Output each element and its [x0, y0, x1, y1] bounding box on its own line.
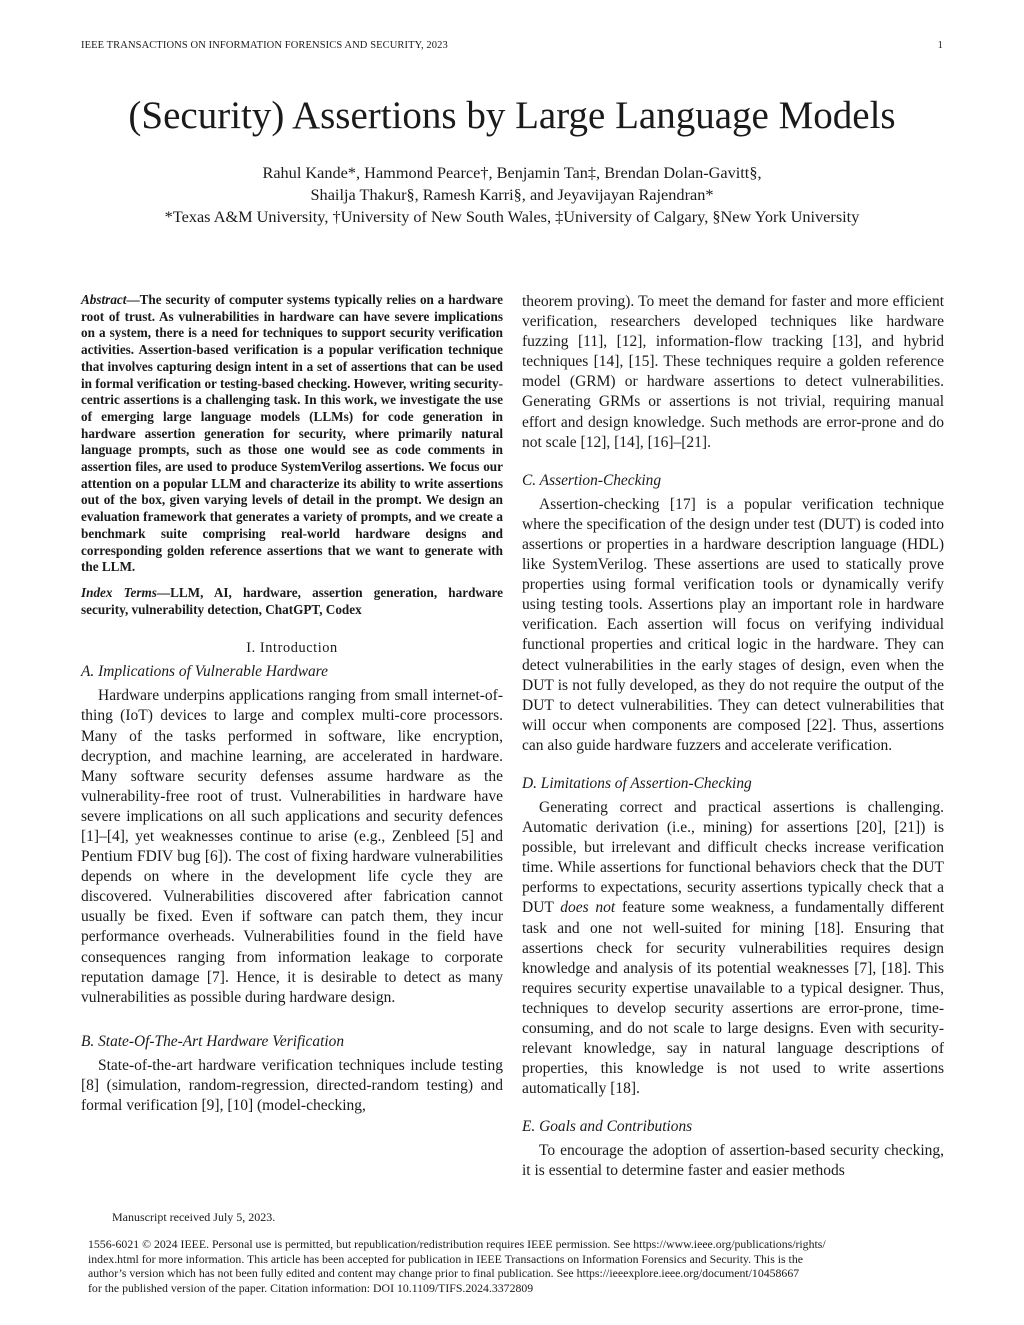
abstract [81, 292, 503, 576]
copyright-footer [88, 1237, 944, 1295]
abstract-text: —The security of computer systems typically relies on a hardware root of trust. As vulnerabilities in hardware can have severe implications on a system, there is a need for techniques to support security verification activities. Assertion-based verification is a popular verification technique that involves capturing design intent in a set of assertions that can be used in formal verification or testing-based checking. However, writing security-centric assertions is a challenging task. In this work, we investigate the use of emerging large language models (LLMs) for code generation in hardware assertion generation for security, where primarily natural language prompts, such as those one would see as code comments in assertion files, are used to produce SystemVerilog assertions. We focus our attention on a popular LLM and characterize its ability to write assertions out of the box, given varying levels of detail in the prompt. We design an evaluation framework that generates a variety of prompts, and we create a benchmark suite comprising real-world hardware designs and corresponding golden reference assertions that we want to generate with the LLM. [81, 292, 503, 575]
page-number: 1 [937, 40, 943, 51]
running-head [81, 40, 943, 51]
authors-line-1: Rahul Kande*, Hammond Pearce†, Benjamin Tan‡, Brendan Dolan-Gavitt§, [262, 163, 762, 182]
paragraph-goals: To encourage the adoption of assertion-based security checking, it is essential to determine faster and easier methods [522, 1142, 944, 1180]
subsection-heading-a: A. Implications of Vulnerable Hardware [81, 663, 328, 681]
subsection-heading-d: D. Limitations of Assertion-Checking [522, 774, 752, 792]
affiliations: *Texas A&M University, †University of New South Wales, ‡University of Calgary, §New York University [164, 207, 860, 226]
paragraph-limitations [522, 798, 944, 1099]
author-block [0, 162, 1024, 228]
footer-line-3: author’s version which has not been fully edited and content may change prior to final publication. See https://ieeexplore.ieee.org/document/10458667 [88, 1266, 800, 1281]
left-column [81, 292, 503, 1116]
index-terms [81, 585, 503, 618]
right-column [522, 292, 944, 1182]
footer-line-4: for the published version of the paper. Citation information: DOI 10.1109/TIFS.2024.3372809 [88, 1280, 534, 1295]
abstract-lead: Abstract [81, 292, 127, 307]
paper-title: (Security) Assertions by Large Language Models [128, 94, 896, 137]
manuscript-footnote: Manuscript received July 5, 2023. [112, 1210, 276, 1224]
index-terms-text: —LLM, AI, hardware, assertion generation, hardware security, vulnerability detection, ChatGPT, Codex [81, 584, 504, 617]
limitations-text-2: feature some weakness, a fundamentally different task and one not well-suited for mining [18]. Ensuring that assertions check for security vulnerabilities requires design knowledge and analysis of its potential weaknesses [7], [18]. This requires security expertise unavailable to a typical designer. Thus, techniques to develop security assertions are error-prone, time-consuming, and do not scale to large designs. Even with security-relevant knowledge, say in natural language descriptions of properties, this knowledge is not used to write assertions automatically [18]. [522, 899, 945, 1098]
paragraph-implications: Hardware underpins applications ranging from small internet-of-thing (IoT) devices to large and complex multi-core processors. Many of the tasks performed in software, like encryption, decryption, and machine learning, are accelerated in hardware. Many software security defenses assume hardware as the vulnerability-free root of trust. Vulnerabilities in hardware have severe implications on all such applications and security defences [1]–[4], yet weaknesses continue to arise (e.g., Zenbleed [5] and Pentium FDIV bug [6]). The cost of fixing hardware vulnerabilities depends on where in the development life cycle they are discovered. Vulnerabilities discovered after fabrication cannot usually be fixed. Even if software can patch them, they incur performance overheads. Vulnerabilities found in the field have consequences ranging from information leakage to corporate reputation damage [7]. Hence, it is desirable to detect as many vulnerabilities as possible during hardware design. [81, 687, 503, 1006]
paragraph-assertion-checking: Assertion-checking [17] is a popular verification technique where the specification of the design under test (DUT) is coded into assertions or properties in a hardware description language (HDL) like SystemVerilog. These assertions are used to statically prove properties using formal verification tools or dynamically verify using testing tools. Assertions play an important role in hardware verification. Each assertion will focus on verifying individual functional properties and critical logic in the hardware. They can detect vulnerabilities in the early stages of design, even when the DUT is not fully developed, as they do not require the output of the DUT to detect vulnerabilities. They can detect vulnerabilities that will occur when components are composed [22]. Thus, assertions can also guide hardware fuzzers and accelerate verification. [522, 495, 944, 754]
subsection-heading-b: B. State-Of-The-Art Hardware Verification [81, 1032, 345, 1050]
section-heading-introduction: I. Introduction [246, 640, 338, 657]
paragraph-state-of-the-art: State-of-the-art hardware verification techniques include testing [8] (simulation, random-regression, directed-random testing) and formal verification [9], [10] (model-checking, [81, 1056, 503, 1115]
paragraph-state-of-the-art-continued: theorem proving). To meet the demand for faster and more efficient verification, researchers developed techniques like hardware fuzzing [11], [12], information-flow tracking [13], and hybrid techniques [14], [15]. These techniques require a golden reference model (GRM) or hardware assertions to detect vulnerabilities. Generating GRMs or assertions is not trivial, requiring manual effort and design knowledge. Such methods are error-prone and do not scale [12], [14], [16]–[21]. [522, 293, 944, 451]
footer-line-2: index.html for more information. This article has been accepted for publication in IEEE Transactions on Information Forensics and Security. This is the [88, 1251, 803, 1266]
index-terms-lead: Index Terms [81, 584, 157, 600]
subsection-heading-e: E. Goals and Contributions [522, 1118, 693, 1136]
authors-line-2: Shailja Thakur§, Ramesh Karri§, and Jeyavijayan Rajendran* [310, 185, 714, 204]
limitations-emphasis: does not [560, 899, 616, 917]
journal-name: IEEE TRANSACTIONS ON INFORMATION FORENSICS AND SECURITY, 2023 [81, 40, 448, 51]
limitations-text-1: Generating correct and practical assertions is challenging. Automatic derivation (i.e., mining) for assertions [20], [21]) is possible, but irrelevant and difficult checks increase verification time. While assertions for functional behaviors check that the DUT performs to expectations, security assertions typically check that a DUT [522, 798, 944, 917]
footer-line-1: 1556-6021 © 2024 IEEE. Personal use is permitted, but republication/redistribution requires IEEE permission. See https://www.ieee.org/publications/rights/ [88, 1237, 826, 1251]
subsection-heading-c: C. Assertion-Checking [522, 471, 662, 489]
